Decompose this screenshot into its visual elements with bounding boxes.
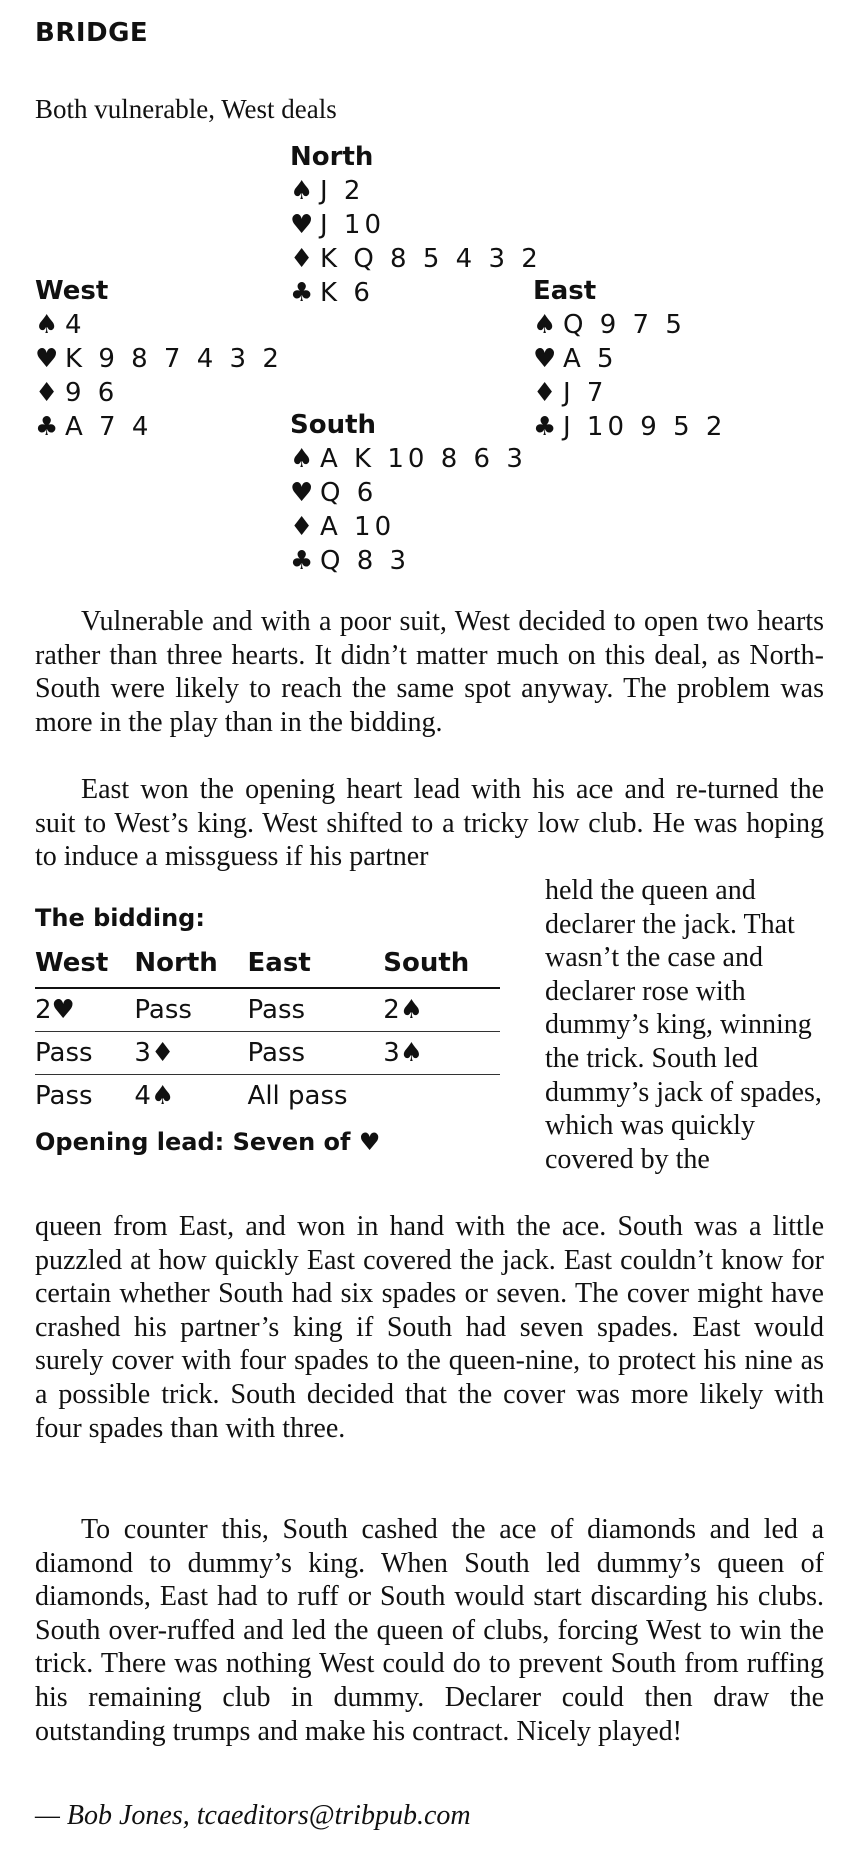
south-hand <box>290 408 527 578</box>
north-hand <box>290 140 542 310</box>
bid-cell <box>383 1075 500 1118</box>
paragraph-2-bottom: queen from East, and won in hand with the ace. South was a little puzzled at how quickly East covered the jack. East couldn’t know for certain whether South had six spades or seven. The cover might have crashed his partner’s king if South had seven spades. East would surely cover with four spades to the queen-nine, to protect his nine as a possible trick. South decided that the cover was more likely with four spades than with three. <box>35 1211 824 1444</box>
bidding-row <box>35 1032 500 1075</box>
deal-conditions: Both vulnerable, West deals <box>35 94 337 124</box>
bid-cell: 2♠ <box>383 988 500 1032</box>
south-hearts: Q 6 <box>320 478 378 508</box>
east-clubs: J 10 9 5 2 <box>563 412 727 442</box>
paragraph-2-top: East won the opening heart lead with his ace and re-turned the suit to West’s king. West shifted to a tricky low club. He was hoping to induce a missguess if his partner <box>35 774 824 873</box>
diamond-icon: ♦ <box>290 244 314 274</box>
bid-cell: Pass <box>248 1032 384 1075</box>
spade-icon: ♠ <box>533 310 557 340</box>
bidding-header-south: South <box>383 945 500 988</box>
south-label: South <box>290 410 377 440</box>
paragraph-2-side: held the queen and declarer the jack. That wasn’t the case and declarer rose with dummy’s king, winning the trick. South led dummy’s jack of spades, which was quickly covered by the <box>545 875 822 1175</box>
spade-icon: ♠ <box>290 176 314 206</box>
diamond-icon: ♦ <box>533 378 557 408</box>
paragraph-1: Vulnerable and with a poor suit, West decided to open two hearts rather than three hearts. It didn’t matter much on this deal, as North-South were likely to reach the same spot anyway. The problem was more in the play than in the bidding. <box>35 606 824 738</box>
diamond-icon: ♦ <box>35 378 59 408</box>
north-label: North <box>290 142 374 172</box>
heart-icon: ♥ <box>290 478 314 508</box>
club-icon: ♣ <box>533 412 557 442</box>
bidding-title: The bidding: <box>35 904 205 932</box>
west-clubs: A 7 4 <box>65 412 153 442</box>
paragraph-3: To counter this, South cashed the ace of diamonds and led a diamond to dummy’s king. When South led dummy’s queen of diamonds, East had to ruff or South would start discarding his clubs. South over-ruffed and led the queen of clubs, forcing West to win the trick. There was nothing West could do to prevent South from ruffing his remaining club in dummy. Declarer could then draw the outstanding trumps and make his contract. Nicely played! <box>35 1514 824 1747</box>
bid-cell: 3♦ <box>134 1032 247 1075</box>
south-diamonds: A 10 <box>320 512 396 542</box>
east-hand <box>533 274 726 444</box>
bid-cell: 2♥ <box>35 988 134 1032</box>
bid-cell: 4♠ <box>134 1081 175 1111</box>
east-hearts: A 5 <box>563 344 618 374</box>
north-diamonds: K Q 8 5 4 3 2 <box>320 244 542 274</box>
bid-cell: Pass <box>134 988 247 1032</box>
heart-icon: ♥ <box>35 344 59 374</box>
bid-cell: Pass <box>35 1081 93 1111</box>
bidding-header-west: West <box>35 945 134 988</box>
bidding-row <box>35 988 500 1032</box>
column-title: BRIDGE <box>35 18 149 48</box>
club-icon: ♣ <box>290 278 314 308</box>
byline: — Bob Jones, tcaeditors@tribpub.com <box>35 1800 471 1831</box>
south-clubs: Q 8 3 <box>320 546 411 576</box>
spade-icon: ♠ <box>290 444 314 474</box>
bid-cell: 3♠ <box>383 1032 500 1075</box>
north-clubs: K 6 <box>320 278 374 308</box>
west-label: West <box>35 276 109 306</box>
south-spades: A K 10 8 6 3 <box>320 444 527 474</box>
west-hearts: K 9 8 7 4 3 2 <box>65 344 283 374</box>
west-hand <box>35 274 283 444</box>
east-spades: Q 9 7 5 <box>563 310 686 340</box>
bid-cell: Pass <box>248 988 384 1032</box>
west-diamonds: 9 6 <box>65 378 119 408</box>
north-spades: J 2 <box>320 176 365 206</box>
west-spades: 4 <box>65 310 86 340</box>
bid-cell: All pass <box>247 1081 348 1111</box>
bid-cell: Pass <box>35 1032 134 1075</box>
east-diamonds: J 7 <box>563 378 608 408</box>
opening-lead: Opening lead: Seven of ♥ <box>35 1128 381 1156</box>
bidding-row <box>35 1075 500 1118</box>
north-hearts: J 10 <box>320 210 386 240</box>
diamond-icon: ♦ <box>290 512 314 542</box>
club-icon: ♣ <box>290 546 314 576</box>
east-label: East <box>533 276 597 306</box>
bidding-header-row <box>35 945 500 988</box>
heart-icon: ♥ <box>533 344 557 374</box>
bidding-header-east: East <box>248 945 384 988</box>
bidding-header-north: North <box>134 945 247 988</box>
spade-icon: ♠ <box>35 310 59 340</box>
bidding-table <box>35 945 500 1117</box>
heart-icon: ♥ <box>290 210 314 240</box>
club-icon: ♣ <box>35 412 59 442</box>
